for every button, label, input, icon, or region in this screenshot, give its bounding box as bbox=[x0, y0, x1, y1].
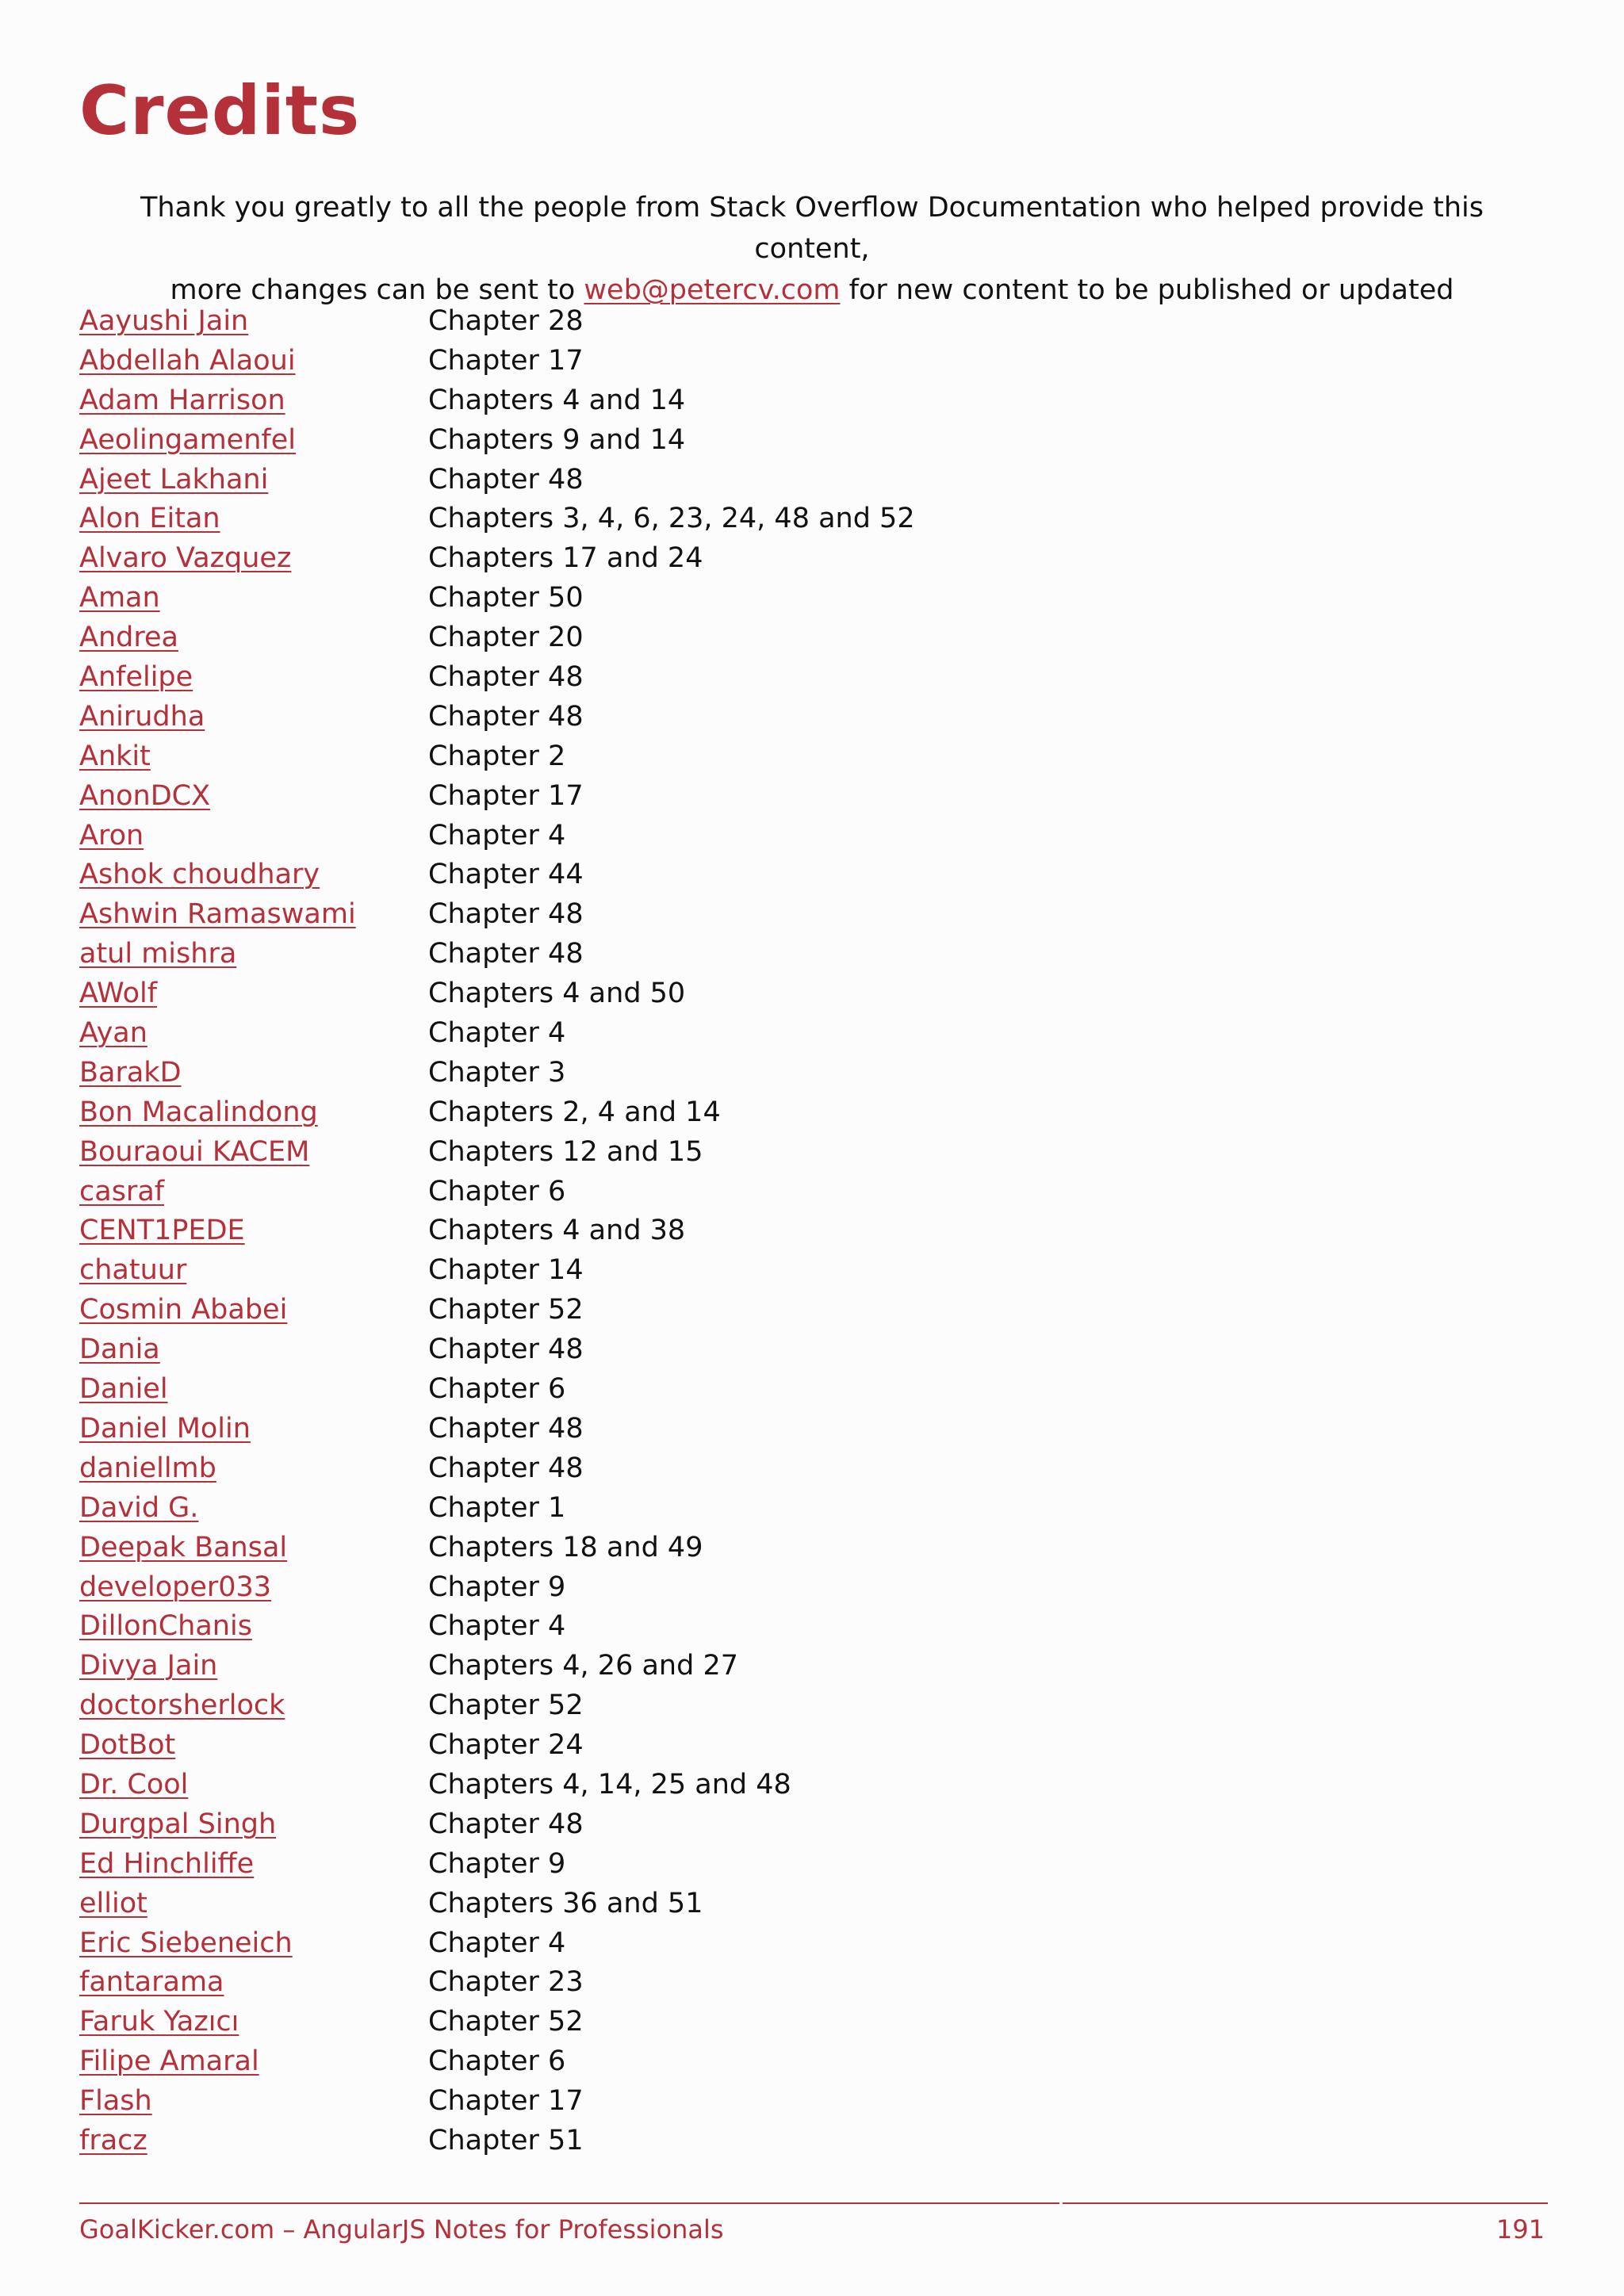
contributor-chapters: Chapter 48 bbox=[428, 1334, 584, 1366]
contributor-chapters: Chapters 36 and 51 bbox=[428, 1887, 703, 1919]
credit-row bbox=[79, 499, 1427, 538]
credit-row bbox=[79, 855, 1427, 894]
credit-row bbox=[79, 737, 1427, 776]
contributor-chapters: Chapter 52 bbox=[428, 1689, 584, 1722]
credit-row bbox=[79, 1646, 1427, 1686]
credit-row bbox=[79, 1804, 1427, 1844]
contributor-name-link[interactable]: Bouraoui KACEM bbox=[79, 1135, 310, 1168]
contributor-chapters: Chapters 4 and 38 bbox=[428, 1215, 686, 1247]
contributor-chapters: Chapter 4 bbox=[428, 819, 566, 851]
contributor-name-link[interactable]: Ed Hinchliffe bbox=[79, 1847, 255, 1880]
contributor-name-link[interactable]: AWolf bbox=[79, 978, 158, 1010]
footer-divider bbox=[79, 2202, 1548, 2204]
credit-row bbox=[79, 697, 1427, 737]
contributor-chapters: Chapter 48 bbox=[428, 898, 584, 931]
contributor-name-link[interactable]: Ashwin Ramaswami bbox=[79, 898, 356, 931]
contributor-name-link[interactable]: atul mishra bbox=[79, 938, 237, 970]
contributor-chapters: Chapters 17 and 24 bbox=[428, 542, 703, 575]
contributor-name-link[interactable]: developer033 bbox=[79, 1571, 272, 1603]
contributor-chapters: Chapter 17 bbox=[428, 779, 584, 812]
contributor-name-link[interactable]: Dania bbox=[79, 1334, 160, 1366]
credit-row bbox=[79, 1962, 1427, 2002]
credit-row bbox=[79, 1290, 1427, 1330]
credit-row bbox=[79, 578, 1427, 618]
contributor-name-link[interactable]: Divya Jain bbox=[79, 1650, 218, 1682]
credit-row bbox=[79, 460, 1427, 499]
contributor-chapters: Chapter 4 bbox=[428, 1017, 566, 1050]
credit-row bbox=[79, 341, 1427, 381]
contributor-name-link[interactable]: Ankit bbox=[79, 740, 151, 772]
contributor-name-link[interactable]: elliot bbox=[79, 1887, 147, 1919]
contributor-chapters: Chapter 48 bbox=[428, 661, 584, 694]
credit-row bbox=[79, 2121, 1427, 2160]
contributor-name-link[interactable]: Dr. Cool bbox=[79, 1768, 189, 1800]
credit-row bbox=[79, 1172, 1427, 1211]
credit-row bbox=[79, 1013, 1427, 1053]
credit-row bbox=[79, 1330, 1427, 1369]
contributor-chapters: Chapter 9 bbox=[428, 1571, 566, 1603]
credit-row bbox=[79, 1686, 1427, 1725]
contributor-name-link[interactable]: fantarama bbox=[79, 1966, 224, 1999]
credit-row bbox=[79, 1053, 1427, 1093]
contributor-chapters: Chapter 20 bbox=[428, 622, 584, 654]
contributor-name-link[interactable]: Deepak Bansal bbox=[79, 1531, 288, 1563]
contributor-name-link[interactable]: AnonDCX bbox=[79, 779, 211, 812]
credit-row bbox=[79, 1528, 1427, 1567]
contributor-name-link[interactable]: Flash bbox=[79, 2085, 152, 2118]
credit-row bbox=[79, 1093, 1427, 1132]
contributor-chapters: Chapter 48 bbox=[428, 938, 584, 970]
credit-row bbox=[79, 1765, 1427, 1804]
contributor-name-link[interactable]: Daniel Molin bbox=[79, 1412, 251, 1445]
credit-row bbox=[79, 618, 1427, 657]
contributor-chapters: Chapter 48 bbox=[428, 463, 584, 496]
credits-list bbox=[79, 301, 1427, 2160]
credit-row bbox=[79, 1250, 1427, 1290]
intro-paragraph bbox=[79, 187, 1545, 311]
contributor-chapters: Chapter 24 bbox=[428, 1729, 584, 1762]
contributor-name-link[interactable]: Aayushi Jain bbox=[79, 305, 249, 337]
contributor-chapters: Chapter 2 bbox=[428, 740, 566, 772]
contributor-chapters: Chapter 44 bbox=[428, 859, 584, 891]
credit-row bbox=[79, 657, 1427, 697]
intro-line-2-after: for new content to be published or updated bbox=[840, 274, 1454, 306]
page-title: Credits bbox=[79, 71, 361, 151]
contributor-chapters: Chapters 2, 4 and 14 bbox=[428, 1096, 721, 1128]
contributor-name-link[interactable]: daniellmb bbox=[79, 1452, 216, 1484]
contributor-chapters: Chapter 52 bbox=[428, 1294, 584, 1326]
credit-row bbox=[79, 301, 1427, 341]
credit-row bbox=[79, 1725, 1427, 1765]
contributor-name-link[interactable]: Faruk Yazıcı bbox=[79, 2006, 239, 2038]
credit-row bbox=[79, 816, 1427, 855]
contributor-chapters: Chapters 4 and 14 bbox=[428, 384, 686, 416]
contributor-name-link[interactable]: Alon Eitan bbox=[79, 503, 220, 535]
contributor-chapters: Chapter 48 bbox=[428, 1808, 584, 1840]
contributor-name-link[interactable]: CENT1PEDE bbox=[79, 1215, 245, 1247]
contributor-name-link[interactable]: doctorsherlock bbox=[79, 1689, 285, 1722]
contributor-chapters: Chapters 4, 14, 25 and 48 bbox=[428, 1768, 791, 1800]
contributor-chapters: Chapter 51 bbox=[428, 2124, 584, 2156]
contributor-chapters: Chapter 17 bbox=[428, 344, 584, 377]
credit-row bbox=[79, 1488, 1427, 1528]
contributor-name-link[interactable]: Aman bbox=[79, 582, 160, 614]
page-number: 191 bbox=[1496, 2214, 1545, 2244]
contributor-name-link[interactable]: David G. bbox=[79, 1491, 199, 1524]
contributor-chapters: Chapter 48 bbox=[428, 1452, 584, 1484]
credit-row bbox=[79, 538, 1427, 578]
contributor-name-link[interactable]: Adam Harrison bbox=[79, 384, 285, 416]
credit-row bbox=[79, 420, 1427, 460]
credit-row bbox=[79, 381, 1427, 420]
credit-row bbox=[79, 1844, 1427, 1884]
intro-line-1: Thank you greatly to all the people from Stack Overflow Documentation who helped provide this content, bbox=[140, 192, 1484, 265]
contributor-name-link[interactable]: Bon Macalindong bbox=[79, 1096, 318, 1128]
contributor-name-link[interactable]: Anirudha bbox=[79, 700, 205, 733]
contributor-chapters: Chapter 48 bbox=[428, 700, 584, 733]
credit-row bbox=[79, 2002, 1427, 2042]
contributor-chapters: Chapter 6 bbox=[428, 1175, 566, 1207]
contributor-chapters: Chapter 23 bbox=[428, 1966, 584, 1999]
credit-row bbox=[79, 1132, 1427, 1172]
contributor-name-link[interactable]: Aron bbox=[79, 819, 144, 851]
contributor-chapters: Chapter 1 bbox=[428, 1491, 566, 1524]
contributor-chapters: Chapter 50 bbox=[428, 582, 584, 614]
contributor-chapters: Chapter 14 bbox=[428, 1254, 584, 1287]
contributor-chapters: Chapter 9 bbox=[428, 1847, 566, 1880]
credit-row bbox=[79, 1567, 1427, 1607]
contributor-chapters: Chapters 4, 26 and 27 bbox=[428, 1650, 738, 1682]
contributor-chapters: Chapters 12 and 15 bbox=[428, 1135, 703, 1168]
contributor-name-link[interactable]: chatuur bbox=[79, 1254, 187, 1287]
credit-row bbox=[79, 1606, 1427, 1646]
contributor-chapters: Chapter 6 bbox=[428, 1373, 566, 1406]
contributor-name-link[interactable]: Cosmin Ababei bbox=[79, 1294, 288, 1326]
contributor-name-link[interactable]: Filipe Amaral bbox=[79, 2045, 259, 2078]
contributor-name-link[interactable]: Durgpal Singh bbox=[79, 1808, 277, 1840]
credit-row bbox=[79, 894, 1427, 934]
contributor-chapters: Chapter 48 bbox=[428, 1412, 584, 1445]
contributor-name-link[interactable]: Ayan bbox=[79, 1017, 147, 1050]
credit-row bbox=[79, 1211, 1427, 1250]
credit-row bbox=[79, 1884, 1427, 1923]
contributor-name-link[interactable]: Daniel bbox=[79, 1373, 168, 1406]
contributor-name-link[interactable]: Eric Siebeneich bbox=[79, 1927, 293, 1959]
contributor-chapters: Chapter 4 bbox=[428, 1610, 566, 1643]
contributor-chapters: Chapters 9 and 14 bbox=[428, 423, 686, 456]
contributor-name-link[interactable]: Aeolingamenfel bbox=[79, 423, 296, 456]
footer-book-title: GoalKicker.com – AngularJS Notes for Professionals bbox=[79, 2214, 724, 2244]
contributor-chapters: Chapter 3 bbox=[428, 1056, 566, 1089]
contributor-chapters: Chapters 3, 4, 6, 23, 24, 48 and 52 bbox=[428, 503, 915, 535]
contributor-chapters: Chapter 52 bbox=[428, 2006, 584, 2038]
credit-row bbox=[79, 974, 1427, 1013]
contributor-name-link[interactable]: fracz bbox=[79, 2124, 147, 2156]
credit-row bbox=[79, 1409, 1427, 1448]
contributor-name-link[interactable]: DillonChanis bbox=[79, 1610, 252, 1643]
contributor-name-link[interactable]: Anfelipe bbox=[79, 661, 193, 694]
intro-line-2-before: more changes can be sent to bbox=[170, 274, 584, 306]
contributor-chapters: Chapter 4 bbox=[428, 1927, 566, 1959]
credit-row bbox=[79, 2042, 1427, 2081]
contributor-name-link[interactable]: DotBot bbox=[79, 1729, 176, 1762]
contributor-chapters: Chapter 17 bbox=[428, 2085, 584, 2118]
contributor-chapters: Chapter 28 bbox=[428, 305, 584, 337]
contributor-chapters: Chapters 4 and 50 bbox=[428, 978, 686, 1010]
contributor-name-link[interactable]: Andrea bbox=[79, 622, 178, 654]
contributor-chapters: Chapters 18 and 49 bbox=[428, 1531, 703, 1563]
contributor-name-link[interactable]: BarakD bbox=[79, 1056, 182, 1089]
contributor-name-link[interactable]: Abdellah Alaoui bbox=[79, 344, 296, 377]
contact-email-link[interactable]: web@petercv.com bbox=[584, 274, 841, 306]
credit-row bbox=[79, 934, 1427, 974]
contributor-name-link[interactable]: Ajeet Lakhani bbox=[79, 463, 269, 496]
credit-row bbox=[79, 2081, 1427, 2121]
contributor-name-link[interactable]: Ashok choudhary bbox=[79, 859, 320, 891]
credit-row bbox=[79, 1448, 1427, 1488]
credit-row bbox=[79, 1923, 1427, 1963]
contributor-name-link[interactable]: Alvaro Vazquez bbox=[79, 542, 292, 575]
credit-row bbox=[79, 776, 1427, 816]
contributor-chapters: Chapter 6 bbox=[428, 2045, 566, 2078]
credit-row bbox=[79, 1369, 1427, 1409]
contributor-name-link[interactable]: casraf bbox=[79, 1175, 165, 1207]
